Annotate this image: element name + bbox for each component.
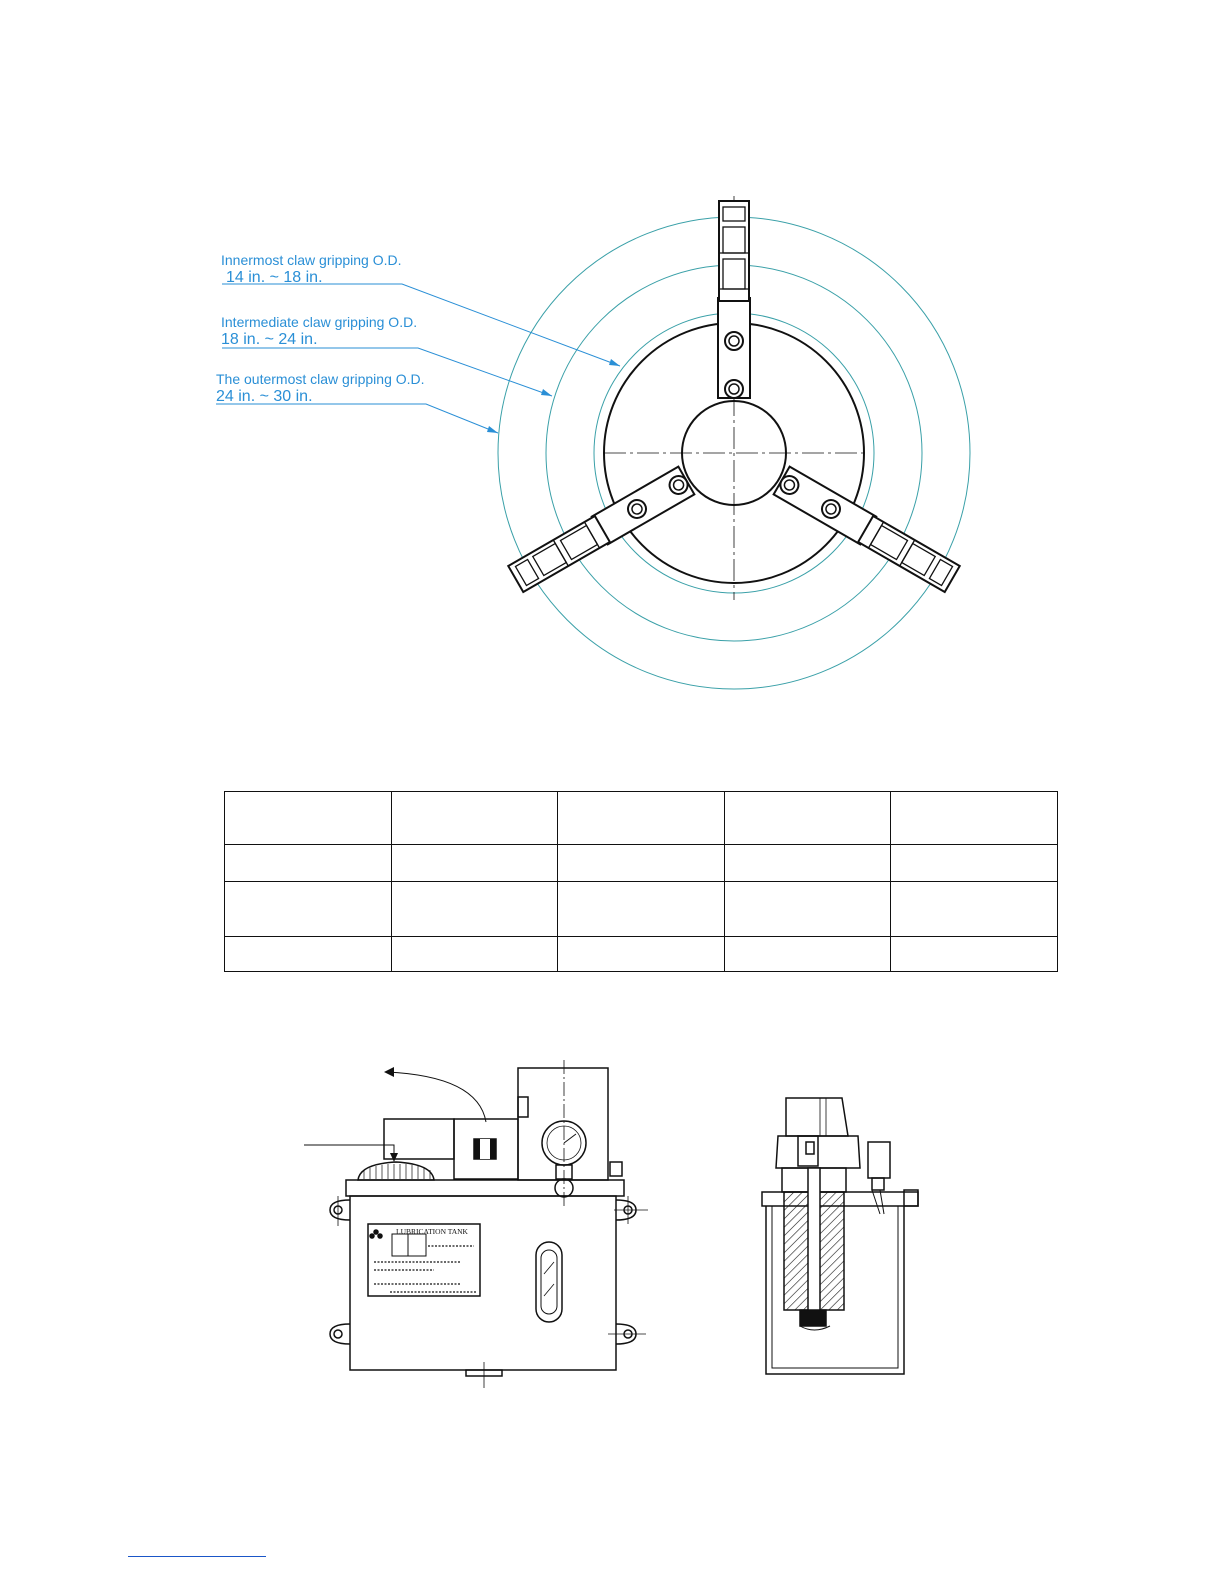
tank-front-view: [304, 1060, 648, 1388]
innermost-range: 14 in. ~ 18 in.: [226, 269, 323, 286]
specs-row: [225, 937, 1058, 972]
outermost-range: 24 in. ~ 30 in.: [216, 388, 313, 405]
specs-cell: [225, 937, 392, 972]
specs-cell: [558, 845, 725, 882]
pump-label-block: [474, 1139, 496, 1159]
tank-section-view: [762, 1098, 918, 1374]
specs-row: [225, 845, 1058, 882]
intermediate-label: Intermediate claw gripping O.D.: [221, 314, 418, 330]
intermediate-arrow: [541, 389, 552, 396]
specs-cell: [891, 882, 1058, 937]
specs-cell: [558, 937, 725, 972]
tank-nameplate-title: LUBRICATION TANK: [396, 1227, 468, 1236]
chuck-diagram: [0, 0, 1224, 760]
specs-cell: [225, 792, 392, 845]
specs-cell: [724, 792, 891, 845]
pressure-gauge: [542, 1121, 586, 1165]
footer-link-underline[interactable]: [128, 1556, 266, 1557]
specs-cell: [891, 792, 1058, 845]
tank-shell: [766, 1206, 904, 1374]
filler-cap: [358, 1162, 434, 1180]
intermediate-range: 18 in. ~ 24 in.: [221, 331, 318, 348]
specs-cell: [558, 792, 725, 845]
innermost-label: Innermost claw gripping O.D.: [221, 252, 402, 268]
specs-cell: [724, 937, 891, 972]
outermost-arrow: [487, 426, 498, 433]
specs-table: [224, 791, 1058, 972]
specs-cell: [391, 845, 558, 882]
jaw-top: [718, 201, 750, 398]
specs-cell: [891, 937, 1058, 972]
specs-cell: [391, 937, 558, 972]
specs-row: [225, 882, 1058, 937]
jaw-lower-left: [508, 467, 695, 593]
specs-cell: [724, 845, 891, 882]
specs-cell: [391, 792, 558, 845]
tank-nameplate: [368, 1224, 480, 1296]
specs-cell: [225, 882, 392, 937]
specs-cell: [558, 882, 725, 937]
sight-glass: [536, 1242, 562, 1322]
tank-body: [350, 1196, 616, 1370]
outermost-label: The outermost claw gripping O.D.: [216, 371, 425, 387]
specs-cell: [225, 845, 392, 882]
specs-row: [225, 792, 1058, 845]
specs-cell: [891, 845, 1058, 882]
outermost-leader: [216, 404, 498, 433]
innermost-arrow: [609, 359, 620, 366]
specs-cell: [391, 882, 558, 937]
specs-cell: [724, 882, 891, 937]
jaw-lower-right: [774, 467, 961, 593]
